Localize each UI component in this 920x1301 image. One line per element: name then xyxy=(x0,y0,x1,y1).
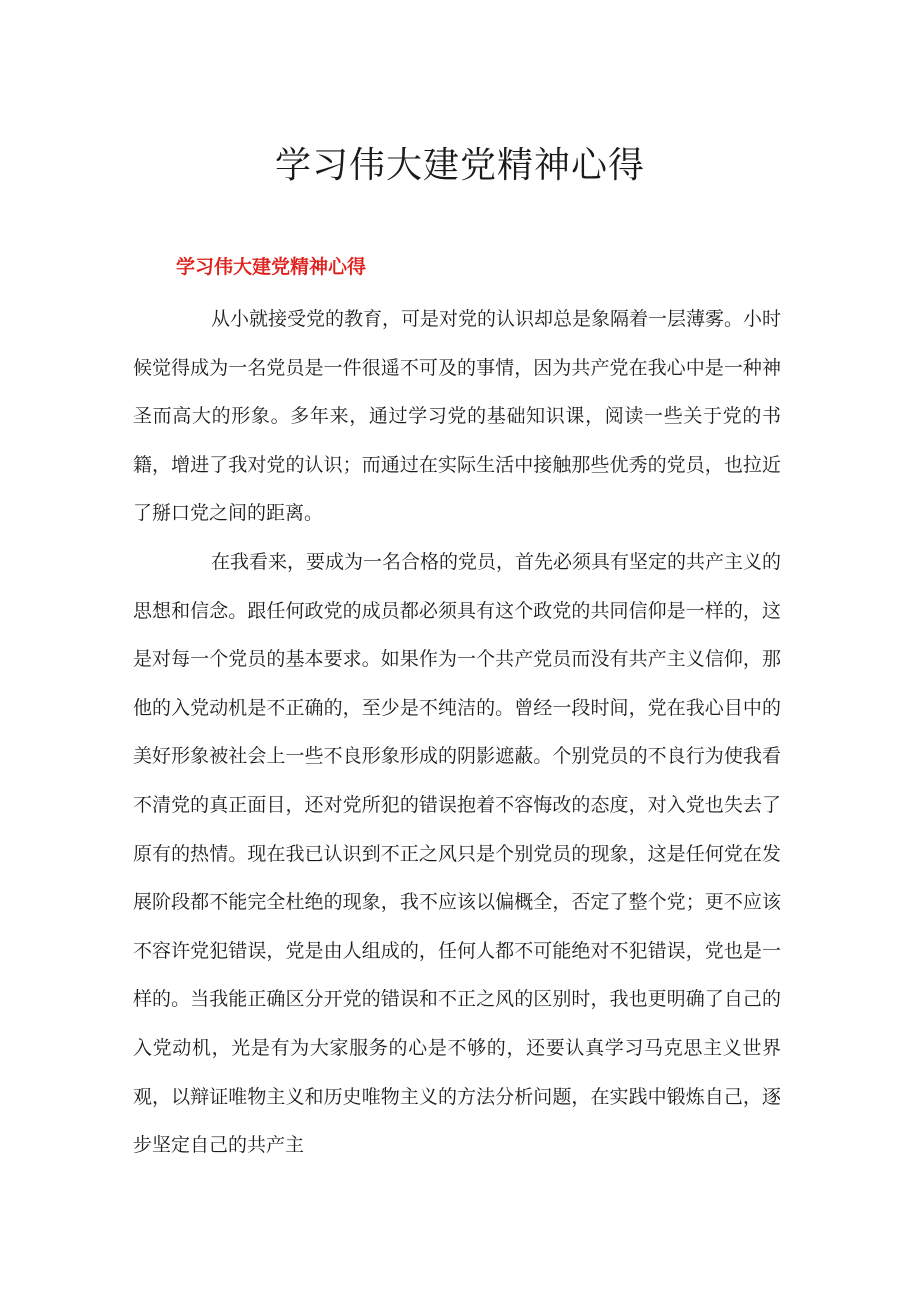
paragraph-1: 从小就接受党的教育，可是对党的认识却总是象隔着一层薄雾。小时候觉得成为一名党员是一件很遥不可及的事情，因为共产党在我心中是一种神圣而高大的形象。多年来，通过学习党的基础知识课，阅读一些关于党的书籍，增进了我对党的认识；而通过在实际生活中接触那些优秀的党员，也拉近了掰口党之间的距离。 xyxy=(133,308,782,525)
paragraph-2: 在我看来，要成为一名合格的党员，首先必须具有坚定的共产主义的思想和信念。跟任何政党的成员都必须具有这个政党的共同信仰是一样的，这是对每一个党员的基本要求。如果作为一个共产党员而没有共产主义信仰，那他的入党动机是不正确的，至少是不纯洁的。曾经一段时间，党在我心目中的美好形象被社会上一些不良形象形成的阴影遮蔽。个别党员的不良行为使我看不清党的真正面目，还对党所犯的错误抱着不容悔改的态度，对入党也失去了原有的热情。现在我已认识到不正之风只是个别党员的现象，这是任何党在发展阶段都不能完全杜绝的现象，我不应该以偏概全，否定了整个党；更不应该不容许党犯错误，党是由人组成的，任何人都不可能绝对不犯错误，党也是一样的。当我能正确区分开党的错误和不正之风的区别时，我也更明确了自己的入党动机，光是有为大家服务的心是不够的，还要认真学习马克思主义世界观，以辩证唯物主义和历史唯物主义的方法分析问题，在实践中锻炼自己，逐步坚定自己的共产主 xyxy=(133,550,782,1157)
document-body xyxy=(133,295,781,1170)
document-title: 学习伟大建党精神心得 xyxy=(274,145,645,186)
document-subtitle: 学习伟大建党精神心得 xyxy=(176,256,367,278)
